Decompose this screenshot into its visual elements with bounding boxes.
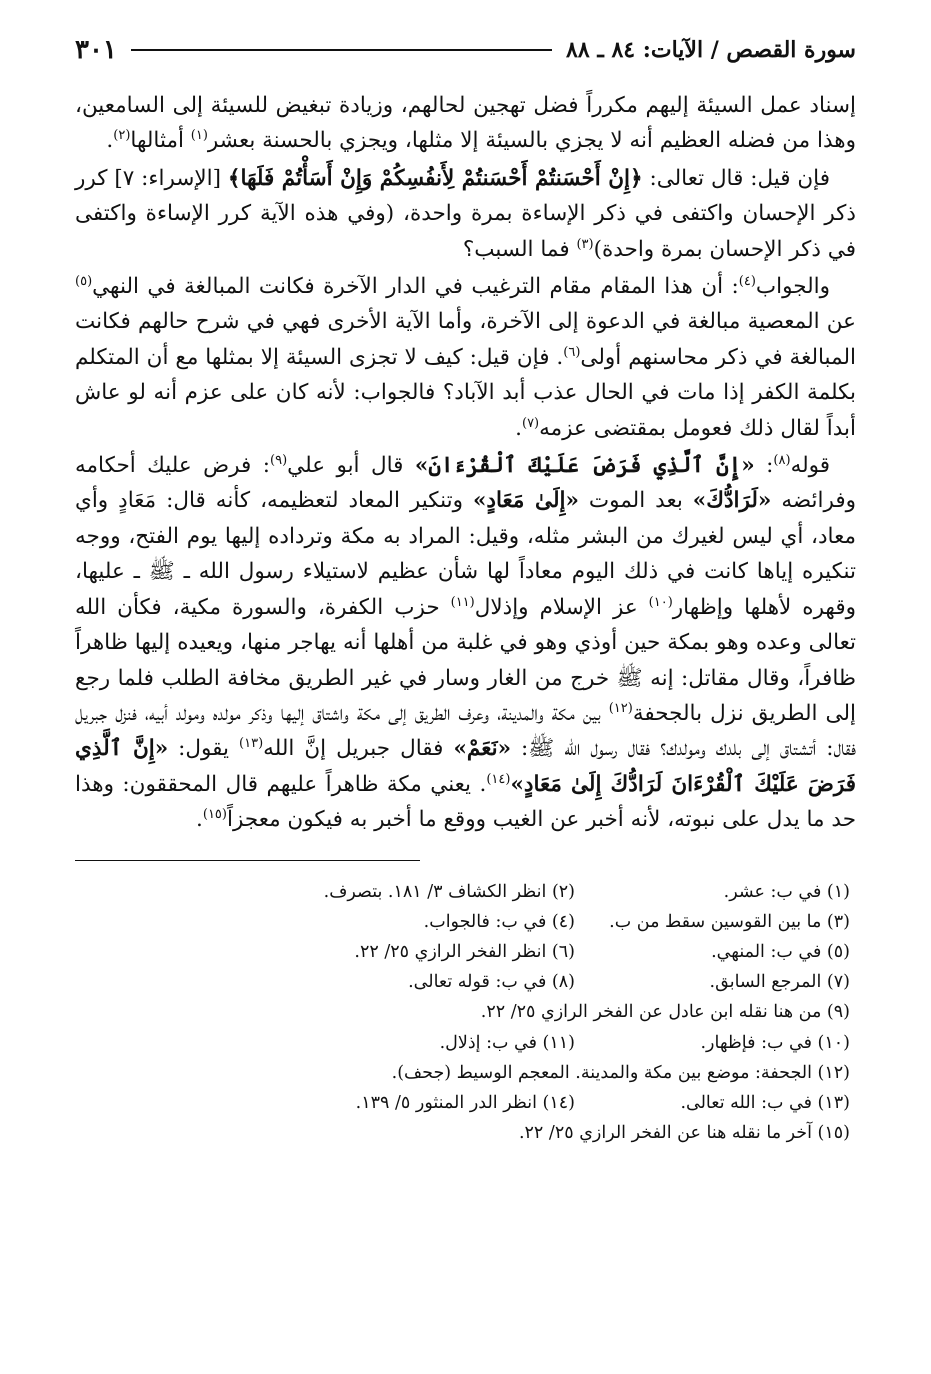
page-header [75, 30, 856, 70]
quran-quote: «إِنَّ ٱلَّذِي فَرَضَ عَلَيْكَ ٱلْقُرْءَانَ لَرَادُّكَ إِلَىٰ مَعَادٍ» [75, 736, 856, 797]
footnote-ref: (١١) [450, 594, 475, 610]
text-run: يقول: [168, 736, 240, 762]
quran-quote: «نَعَمْ» [453, 736, 512, 762]
footnote-row [75, 1058, 850, 1088]
footnote-ref: (٨) [773, 452, 791, 468]
text-run: إسناد عمل السيئة إليهم مكرراً فضل تهجين لحالهم، وزيادة تبغيض للسيئة إلى السامعين، وهذا من فضله العظيم أنه لا يجزي بالسيئة إلا مثلها، ويجزي بالحسنة بعشر [75, 93, 856, 154]
footnote: (٣) ما بين القوسين سقط من ب. [609, 911, 850, 932]
text-run: عز الإسلام وإذلال [474, 594, 649, 620]
footnote-row [75, 907, 850, 937]
footnote: (١) في ب: عشر. [723, 881, 850, 902]
text-run: قال أبو علي [287, 453, 415, 479]
quran-quote: «لَرَادُّكَ» [692, 488, 772, 514]
footnote-row [75, 997, 850, 1027]
footnote-ref: (٦) [563, 344, 581, 360]
main-text [75, 88, 856, 838]
quran-quote: ﴿إِنْ أَحْسَنتُمْ أَحْسَنتُمْ لِأَنفُسِكُمْ وَإِنْ أَسَأْتُمْ فَلَهَا﴾ [227, 165, 643, 191]
footnote: (٢) انظر الكشاف ٣/ ١٨١. بتصرف. [323, 881, 575, 902]
text-run: حزب الكفرة، والسورة مكية، فكأن الله تعالى وعده وهو بمكة حين أوذي وهو في غلبة من أهلها أنه يهاجر منها، ويعيده إليها ظاهراً ظافراً، وقال مقاتل: إنه ﷺ خرج من الغار وسار في غير الطريق مخافة الطلب فلما رجع إلى الطريق نزل بالجحفة [75, 594, 856, 726]
footnote-separator [75, 860, 420, 861]
quran-quote: «إِلَىٰ مَعَادٍ» [472, 488, 579, 514]
footnote: (١٠) في ب: فإظهار. [700, 1032, 850, 1053]
footnote: (٦) انظر الفخر الرازي ٢٥/ ٢٢. [354, 941, 575, 962]
footnote-row [75, 1088, 850, 1118]
text-run: : [754, 453, 774, 479]
paragraph [75, 88, 856, 159]
text-run: : فرض عليك أحكامه وفرائضه [75, 453, 856, 514]
footnote-row [75, 967, 850, 997]
footnote: (٩) من هنا نقله ابن عادل عن الفخر الرازي ٢٥/ ٢٢. [480, 1002, 850, 1023]
text-run: بعد الموت [578, 488, 693, 514]
footnote-ref: (٩) [270, 452, 288, 468]
paragraph [75, 161, 856, 267]
text-run: . يعني مكة ظاهراً عليهم قال المحققون: وهذا حد ما يدل على نبوته، لأنه أخبر عن الغيب ووقع ما أخبر به فيكون معجزاً [75, 771, 856, 833]
text-run: فما السبب؟ [462, 236, 577, 262]
footnote-ref: (١٤) [486, 771, 511, 787]
footnote-ref: (٣) [576, 236, 594, 252]
text-run: فقال جبريل إنَّ الله [263, 736, 454, 762]
paragraph [75, 448, 856, 837]
footnote-ref: (٧) [521, 415, 540, 431]
header-rule [131, 49, 552, 51]
text-run: [الإسراء: ٧] كرر ذكر الإحسان واكتفى في ذكر الإساءة بمرة واحدة، (وفي هذه الآية كرر الإساءة واكتفى في ذكر الإحسان بمرة واحدة) [75, 165, 856, 262]
footnote-ref: (١٠) [648, 594, 673, 610]
footnote: (١٣) في ب: الله تعالى. [680, 1092, 850, 1113]
footnote-row [75, 877, 850, 907]
text-run: عن المعصية مبالغة في الدعوة إلى الآخرة، وأما الآية الأخرى فهي في شرح حالهم فكانت المبالغة في ذكر محاسنهم أولى [75, 309, 856, 370]
footnote: (١٥) آخر ما نقله هنا عن الفخر الرازي ٢٥/ ٢٢. [518, 1123, 850, 1144]
footnote: (١٤) انظر الدر المنثور ٥/ ١٣٩. [355, 1092, 575, 1113]
quran-quote: «إِنَّ ٱلَّذِي فَرَضَ عَلَيْكَ ٱلْقُرْءَانَ» [414, 453, 755, 479]
footnote-ref: (١) [190, 128, 208, 144]
text-run: بين مكة والمدينة، وعرف الطريق إلى مكة واشتاق إليها وذكر مولده ومولد أبيه، فنزل جبريل فقال: أتشتاق إلى بلدك ومولدك؟ فقال رسول الله ﷺ: [75, 700, 857, 762]
page-number: ٣٠١ [75, 35, 117, 65]
text-run: . [515, 415, 522, 441]
footnote: (٨) في ب: قوله تعالى. [408, 972, 575, 993]
footnotes [75, 877, 856, 1149]
footnote-ref: (١٥) [202, 806, 227, 822]
footnote-ref: (٤) [738, 273, 756, 289]
footnote-ref: (٥) [75, 273, 93, 289]
running-title: سورة القصص / الآيات: ٨٤ ـ ٨٨ [566, 37, 856, 63]
footnote-ref: (٢) [113, 128, 131, 144]
text-run: وتنكير المعاد لتعظيمه، كأنه قال: مَعَادٍ وأي معاد، أي ليس لغيرك من البشر مثله، وقيل: المراد به مكة وترداده إليها يوم الفتح، ووجه تنكيره إياها كانت في ذلك اليوم معاداً لها شأن عظيم لاستيلاء رسول الله ـ ﷺ ـ عليها، وقهره لأهلها وإظهار [75, 488, 856, 620]
text-run: : أن هذا المقام مقام الترغيب في الدار الآخرة فكانت المبالغة في النهي [92, 274, 739, 300]
footnote-row [75, 937, 850, 967]
text-run: . فإن قيل: كيف لا تجزى السيئة إلا بمثلها مع أن المتكلم بكلمة الكفر إذا مات في الحال عذب أبد الآباد؟ فالجواب: لأنه كان على عزم أنه لو عاش أبداً لقال ذلك فعومل بمقتضى عزمه [75, 344, 856, 441]
footnote-ref: (١٢) [608, 700, 633, 716]
footnote: (١١) في ب: إذلال. [439, 1032, 575, 1053]
footnote: (٤) في ب: فالجواب. [423, 911, 575, 932]
text-run: . [196, 807, 203, 833]
footnote-row [75, 1118, 850, 1148]
footnote-ref: (١٣) [239, 736, 264, 752]
footnote: (٧) المرجع السابق. [709, 972, 850, 993]
footnote: (٥) في ب: المنهي. [711, 941, 850, 962]
text-run: . [106, 128, 114, 154]
footnote-row [75, 1028, 850, 1058]
text-run: والجواب [755, 274, 830, 300]
text-run: أمثالها [130, 128, 191, 154]
text-run: فإن قيل: قال تعالى: [642, 165, 831, 191]
footnote: (١٢) الجحفة: موضع بين مكة والمدينة. المعجم الوسيط (جحف). [391, 1062, 850, 1083]
text-run: قوله [790, 453, 831, 479]
paragraph [75, 269, 856, 446]
